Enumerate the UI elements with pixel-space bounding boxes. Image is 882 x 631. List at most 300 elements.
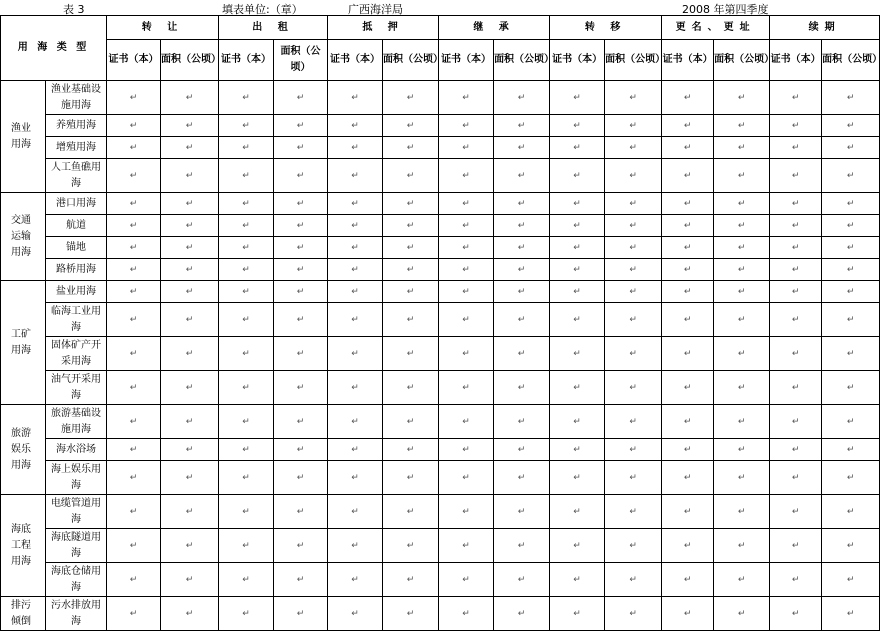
subcategory-label-text: 海底隧道用海: [51, 531, 101, 559]
certificates-header: 证书（本）: [328, 40, 383, 81]
data-cell: ↵: [550, 237, 605, 259]
certificates-header: 证书（本）: [770, 40, 822, 81]
data-cell: ↵: [662, 237, 714, 259]
data-cell: ↵: [822, 371, 880, 405]
data-cell: ↵: [714, 281, 770, 303]
data-cell: ↵: [770, 597, 822, 631]
subcategory-label: [46, 81, 107, 115]
data-cell: ↵: [550, 597, 605, 631]
data-cell: ↵: [550, 563, 605, 597]
category-label: [1, 597, 46, 631]
data-cell: ↵: [161, 281, 219, 303]
data-cell: ↵: [770, 115, 822, 137]
category-label: [1, 495, 46, 597]
subcategory-label: [46, 303, 107, 337]
data-cell: ↵: [770, 371, 822, 405]
subcategory-label-text: 港口用海: [56, 197, 96, 209]
data-cell: ↵: [107, 461, 161, 495]
data-cell: ↵: [161, 337, 219, 371]
data-cell: ↵: [161, 597, 219, 631]
data-cell: ↵: [328, 193, 383, 215]
data-cell: ↵: [605, 337, 662, 371]
data-cell: ↵: [550, 495, 605, 529]
subcategory-label: [46, 337, 107, 371]
data-cell: ↵: [274, 237, 328, 259]
data-cell: ↵: [107, 193, 161, 215]
table-row: [1, 597, 880, 631]
data-cell: ↵: [383, 461, 439, 495]
data-cell: ↵: [822, 563, 880, 597]
category-label-text: 海底工程用海: [11, 523, 31, 567]
data-cell: ↵: [161, 563, 219, 597]
data-cell: ↵: [219, 563, 274, 597]
data-cell: ↵: [494, 303, 550, 337]
data-cell: ↵: [662, 495, 714, 529]
certificates-header: 证书（本）: [439, 40, 494, 81]
row-header-title: 用 海 类 型: [1, 16, 107, 81]
data-cell: ↵: [605, 237, 662, 259]
subcategory-label-text: 渔业基础设施用海: [51, 83, 101, 111]
data-cell: ↵: [494, 193, 550, 215]
data-cell: ↵: [822, 215, 880, 237]
subcategory-label: [46, 193, 107, 215]
data-cell: ↵: [550, 439, 605, 461]
subcategory-label: [46, 495, 107, 529]
data-cell: ↵: [494, 439, 550, 461]
data-cell: ↵: [219, 529, 274, 563]
data-cell: ↵: [161, 159, 219, 193]
data-cell: ↵: [439, 281, 494, 303]
data-cell: ↵: [822, 405, 880, 439]
subcategory-label: [46, 159, 107, 193]
data-cell: ↵: [107, 337, 161, 371]
data-cell: ↵: [605, 159, 662, 193]
data-cell: ↵: [605, 281, 662, 303]
data-cell: ↵: [822, 115, 880, 137]
data-cell: ↵: [550, 281, 605, 303]
data-cell: ↵: [605, 115, 662, 137]
data-cell: ↵: [550, 115, 605, 137]
category-label: [1, 281, 46, 405]
data-cell: ↵: [714, 337, 770, 371]
data-cell: ↵: [822, 439, 880, 461]
data-cell: ↵: [328, 137, 383, 159]
sea-use-statistics-table: [0, 15, 880, 631]
table-row: [1, 237, 880, 259]
data-cell: ↵: [770, 439, 822, 461]
data-cell: ↵: [219, 237, 274, 259]
data-cell: ↵: [822, 137, 880, 159]
category-label: [1, 193, 46, 281]
table-row: [1, 529, 880, 563]
data-cell: ↵: [161, 405, 219, 439]
data-cell: ↵: [383, 259, 439, 281]
data-cell: ↵: [770, 337, 822, 371]
data-cell: ↵: [161, 215, 219, 237]
data-cell: ↵: [439, 439, 494, 461]
subcategory-label: [46, 259, 107, 281]
data-cell: ↵: [770, 529, 822, 563]
subcategory-label: [46, 461, 107, 495]
data-cell: ↵: [274, 405, 328, 439]
sub-header-row: [1, 40, 880, 81]
data-cell: ↵: [770, 159, 822, 193]
area-header: 面积（公顷）: [714, 40, 770, 81]
column-group-header: 抵 押: [328, 16, 439, 40]
data-cell: ↵: [161, 115, 219, 137]
data-cell: ↵: [770, 137, 822, 159]
data-cell: ↵: [770, 405, 822, 439]
data-cell: ↵: [161, 461, 219, 495]
data-cell: ↵: [714, 563, 770, 597]
table-row: [1, 563, 880, 597]
subcategory-label: [46, 439, 107, 461]
data-cell: ↵: [328, 259, 383, 281]
data-cell: ↵: [714, 597, 770, 631]
data-cell: ↵: [439, 303, 494, 337]
data-cell: ↵: [822, 81, 880, 115]
data-cell: ↵: [662, 259, 714, 281]
data-cell: ↵: [662, 159, 714, 193]
data-cell: ↵: [439, 81, 494, 115]
table-row: [1, 405, 880, 439]
data-cell: ↵: [439, 495, 494, 529]
data-cell: ↵: [161, 439, 219, 461]
data-cell: ↵: [822, 159, 880, 193]
data-cell: ↵: [219, 215, 274, 237]
column-group-header: 续期: [770, 16, 880, 40]
data-cell: ↵: [714, 461, 770, 495]
data-cell: ↵: [662, 563, 714, 597]
data-cell: ↵: [439, 137, 494, 159]
data-cell: ↵: [328, 371, 383, 405]
data-cell: ↵: [107, 81, 161, 115]
data-cell: ↵: [219, 115, 274, 137]
data-cell: ↵: [605, 81, 662, 115]
data-cell: ↵: [605, 259, 662, 281]
data-cell: ↵: [550, 259, 605, 281]
data-cell: ↵: [714, 193, 770, 215]
data-cell: ↵: [494, 259, 550, 281]
subcategory-label: [46, 137, 107, 159]
data-cell: ↵: [383, 215, 439, 237]
reporting-period: 2008 年第四季度: [682, 3, 769, 16]
data-cell: ↵: [822, 193, 880, 215]
data-cell: ↵: [328, 495, 383, 529]
certificates-header: 证书（本）: [662, 40, 714, 81]
data-cell: ↵: [107, 237, 161, 259]
data-cell: ↵: [662, 215, 714, 237]
table-row: [1, 439, 880, 461]
data-cell: ↵: [770, 461, 822, 495]
category-label-text: 渔业用海: [11, 122, 31, 150]
table-row: [1, 281, 880, 303]
data-cell: ↵: [219, 303, 274, 337]
data-cell: ↵: [383, 495, 439, 529]
table-row: [1, 81, 880, 115]
data-cell: ↵: [494, 371, 550, 405]
data-cell: ↵: [107, 529, 161, 563]
data-cell: ↵: [550, 159, 605, 193]
data-cell: ↵: [550, 405, 605, 439]
data-cell: ↵: [714, 303, 770, 337]
column-group-header: 更名、更址: [662, 16, 770, 40]
data-cell: ↵: [822, 597, 880, 631]
data-cell: ↵: [274, 439, 328, 461]
data-cell: ↵: [274, 193, 328, 215]
data-cell: ↵: [494, 405, 550, 439]
subcategory-label-text: 油气开采用海: [51, 373, 101, 401]
data-cell: ↵: [605, 529, 662, 563]
data-cell: ↵: [219, 259, 274, 281]
data-cell: ↵: [605, 461, 662, 495]
data-cell: ↵: [714, 159, 770, 193]
subcategory-label: [46, 597, 107, 631]
data-cell: ↵: [328, 81, 383, 115]
data-cell: ↵: [662, 281, 714, 303]
data-cell: ↵: [107, 439, 161, 461]
subcategory-label-text: 旅游基础设施用海: [51, 407, 101, 435]
area-header: 面积（公顷）: [822, 40, 880, 81]
data-cell: ↵: [274, 563, 328, 597]
data-cell: ↵: [714, 115, 770, 137]
data-cell: ↵: [714, 439, 770, 461]
data-cell: ↵: [439, 215, 494, 237]
data-cell: ↵: [219, 137, 274, 159]
data-cell: ↵: [494, 597, 550, 631]
data-cell: ↵: [662, 337, 714, 371]
data-cell: ↵: [219, 371, 274, 405]
data-cell: ↵: [383, 159, 439, 193]
data-cell: ↵: [494, 237, 550, 259]
data-cell: ↵: [274, 259, 328, 281]
data-cell: ↵: [383, 371, 439, 405]
subcategory-label: [46, 281, 107, 303]
data-cell: ↵: [494, 159, 550, 193]
data-cell: ↵: [605, 597, 662, 631]
data-cell: ↵: [107, 281, 161, 303]
data-cell: ↵: [605, 495, 662, 529]
data-cell: ↵: [219, 193, 274, 215]
subcategory-label-text: 电缆管道用海: [51, 497, 101, 525]
data-cell: ↵: [770, 259, 822, 281]
data-cell: ↵: [822, 495, 880, 529]
data-cell: ↵: [383, 529, 439, 563]
data-cell: ↵: [439, 193, 494, 215]
data-cell: ↵: [383, 281, 439, 303]
data-cell: ↵: [328, 237, 383, 259]
data-cell: ↵: [161, 303, 219, 337]
data-cell: ↵: [494, 563, 550, 597]
data-cell: ↵: [822, 237, 880, 259]
data-cell: ↵: [274, 215, 328, 237]
data-cell: ↵: [550, 193, 605, 215]
data-cell: ↵: [605, 439, 662, 461]
data-cell: ↵: [219, 461, 274, 495]
data-cell: ↵: [770, 81, 822, 115]
data-cell: ↵: [439, 597, 494, 631]
table-row: [1, 371, 880, 405]
data-cell: ↵: [662, 137, 714, 159]
data-cell: ↵: [161, 237, 219, 259]
data-cell: ↵: [550, 371, 605, 405]
subcategory-label-text: 海底仓储用海: [51, 565, 101, 593]
data-cell: ↵: [107, 303, 161, 337]
data-cell: ↵: [439, 337, 494, 371]
data-cell: ↵: [662, 529, 714, 563]
data-cell: ↵: [274, 371, 328, 405]
subcategory-label: [46, 215, 107, 237]
column-group-header: 转 让: [107, 16, 219, 40]
data-cell: ↵: [714, 495, 770, 529]
data-cell: ↵: [219, 159, 274, 193]
data-cell: ↵: [662, 439, 714, 461]
data-cell: ↵: [714, 259, 770, 281]
data-cell: ↵: [494, 81, 550, 115]
data-cell: ↵: [605, 215, 662, 237]
data-cell: ↵: [550, 337, 605, 371]
data-cell: ↵: [383, 81, 439, 115]
data-cell: ↵: [161, 259, 219, 281]
data-cell: ↵: [383, 115, 439, 137]
data-cell: ↵: [107, 597, 161, 631]
data-cell: ↵: [662, 371, 714, 405]
data-cell: ↵: [439, 405, 494, 439]
data-cell: ↵: [383, 303, 439, 337]
reporting-unit-name: 广西海洋局: [348, 3, 403, 16]
data-cell: ↵: [107, 115, 161, 137]
data-cell: ↵: [274, 337, 328, 371]
data-cell: ↵: [274, 529, 328, 563]
data-cell: ↵: [219, 81, 274, 115]
column-group-header: 继 承: [439, 16, 550, 40]
data-cell: ↵: [274, 137, 328, 159]
reporting-unit-label: 填表单位:（章）: [222, 3, 303, 16]
data-cell: ↵: [494, 529, 550, 563]
data-cell: ↵: [274, 597, 328, 631]
data-cell: ↵: [550, 461, 605, 495]
data-cell: ↵: [605, 405, 662, 439]
table-row: [1, 115, 880, 137]
table-row: [1, 303, 880, 337]
data-cell: ↵: [714, 215, 770, 237]
data-cell: ↵: [439, 159, 494, 193]
data-cell: ↵: [328, 461, 383, 495]
data-cell: ↵: [274, 461, 328, 495]
data-cell: ↵: [328, 337, 383, 371]
table-number: 表 3: [63, 3, 85, 16]
data-cell: ↵: [494, 495, 550, 529]
data-cell: ↵: [383, 597, 439, 631]
data-cell: ↵: [770, 563, 822, 597]
data-cell: ↵: [494, 461, 550, 495]
data-cell: ↵: [662, 597, 714, 631]
data-cell: ↵: [439, 563, 494, 597]
data-cell: ↵: [662, 461, 714, 495]
data-cell: ↵: [605, 371, 662, 405]
subcategory-label: [46, 529, 107, 563]
data-cell: ↵: [328, 529, 383, 563]
data-cell: ↵: [714, 529, 770, 563]
data-cell: ↵: [328, 215, 383, 237]
data-cell: ↵: [662, 193, 714, 215]
data-cell: ↵: [161, 81, 219, 115]
data-cell: ↵: [107, 215, 161, 237]
data-cell: ↵: [328, 159, 383, 193]
area-header: 面积（公顷）: [383, 40, 439, 81]
subcategory-label-text: 路桥用海: [56, 263, 96, 275]
subcategory-label-text: 养殖用海: [56, 119, 96, 131]
subcategory-label-text: 临海工业用海: [51, 305, 101, 333]
data-cell: ↵: [662, 81, 714, 115]
certificates-header: 证书（本）: [550, 40, 605, 81]
data-cell: ↵: [605, 563, 662, 597]
area-header: 面积（公顷）: [274, 40, 328, 81]
data-cell: ↵: [107, 259, 161, 281]
subcategory-label-text: 锚地: [66, 241, 86, 253]
data-cell: ↵: [550, 215, 605, 237]
subcategory-label-text: 人工鱼礁用海: [51, 161, 101, 189]
data-cell: ↵: [770, 303, 822, 337]
data-cell: ↵: [605, 193, 662, 215]
data-cell: ↵: [770, 193, 822, 215]
data-cell: ↵: [770, 215, 822, 237]
category-label: [1, 405, 46, 495]
data-cell: ↵: [714, 81, 770, 115]
data-cell: ↵: [822, 337, 880, 371]
data-cell: ↵: [219, 439, 274, 461]
table-row: [1, 495, 880, 529]
data-cell: ↵: [328, 281, 383, 303]
data-cell: ↵: [662, 115, 714, 137]
data-cell: ↵: [439, 237, 494, 259]
data-cell: ↵: [605, 303, 662, 337]
data-cell: ↵: [219, 337, 274, 371]
data-cell: ↵: [383, 337, 439, 371]
data-cell: ↵: [161, 371, 219, 405]
data-cell: ↵: [714, 137, 770, 159]
data-cell: ↵: [494, 337, 550, 371]
data-cell: ↵: [662, 303, 714, 337]
data-cell: ↵: [550, 529, 605, 563]
data-cell: ↵: [328, 115, 383, 137]
subcategory-label: [46, 405, 107, 439]
data-cell: ↵: [494, 281, 550, 303]
data-cell: ↵: [274, 115, 328, 137]
data-cell: ↵: [550, 81, 605, 115]
data-cell: ↵: [274, 495, 328, 529]
data-cell: ↵: [439, 529, 494, 563]
subcategory-label-text: 航道: [66, 219, 86, 231]
category-label-text: 交通运输用海: [11, 214, 31, 258]
data-cell: ↵: [161, 137, 219, 159]
column-group-row: [1, 16, 880, 40]
data-cell: ↵: [439, 461, 494, 495]
data-cell: ↵: [107, 495, 161, 529]
area-header: 面积（公顷）: [494, 40, 550, 81]
subcategory-label: [46, 371, 107, 405]
data-cell: ↵: [219, 495, 274, 529]
area-header: 面积（公顷）: [161, 40, 219, 81]
data-cell: ↵: [770, 281, 822, 303]
data-cell: ↵: [383, 563, 439, 597]
subcategory-label-text: 海上娱乐用海: [51, 463, 101, 491]
data-cell: ↵: [714, 371, 770, 405]
data-cell: ↵: [328, 563, 383, 597]
data-cell: ↵: [219, 281, 274, 303]
data-cell: ↵: [494, 137, 550, 159]
data-cell: ↵: [822, 259, 880, 281]
